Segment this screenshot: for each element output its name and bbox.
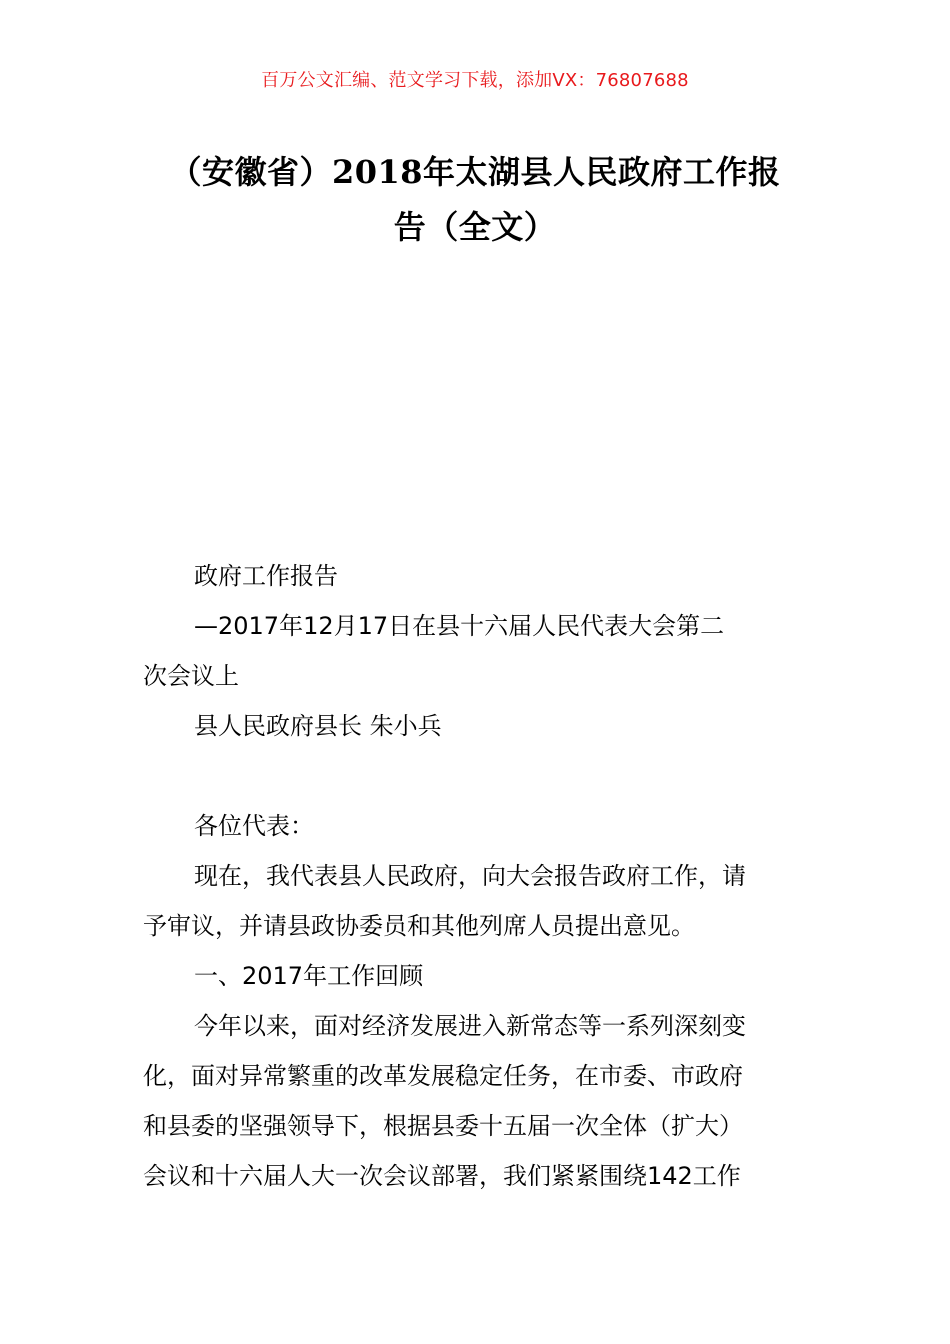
title-line-2: 告（全文） <box>393 208 557 246</box>
paragraph-review-line-1: 今年以来，面对经济发展进入新常态等一系列深刻变 <box>194 1012 746 1040</box>
document-body <box>143 551 808 1201</box>
report-name: 政府工作报告 <box>194 562 338 590</box>
report-speaker: 县人民政府县长 朱小兵 <box>194 712 442 740</box>
paragraph-review-line-4: 会议和十六届人大一次会议部署，我们紧紧围绕142工作 <box>143 1162 741 1190</box>
document-title <box>130 145 820 255</box>
paragraph-review <box>143 1001 808 1201</box>
paragraph-review-line-2: 化，面对异常繁重的改革发展稳定任务，在市委、市政府 <box>143 1062 743 1090</box>
section-heading: 一、2017年工作回顾 <box>194 962 424 990</box>
paragraph-review-line-3: 和县委的坚强领导下，根据县委十五届一次全体（扩大） <box>143 1112 743 1140</box>
title-line-1: （安徽省）2018年太湖县人民政府工作报 <box>169 153 781 191</box>
subtitle-line-2: 次会议上 <box>143 662 239 690</box>
paragraph-intro-line-1: 现在，我代表县人民政府，向大会报告政府工作，请 <box>194 862 746 890</box>
subtitle-line-1: —2017年12月17日在县十六届人民代表大会第二 <box>194 612 725 640</box>
paragraph-intro <box>143 851 808 951</box>
paragraph-intro-line-2: 予审议，并请县政协委员和其他列席人员提出意见。 <box>143 912 695 940</box>
blank-line <box>143 751 808 801</box>
report-subtitle <box>143 601 808 701</box>
header-watermark-note: 百万公文汇编、范文学习下载，添加VX：76807688 <box>261 70 689 91</box>
salutation: 各位代表： <box>194 812 314 840</box>
